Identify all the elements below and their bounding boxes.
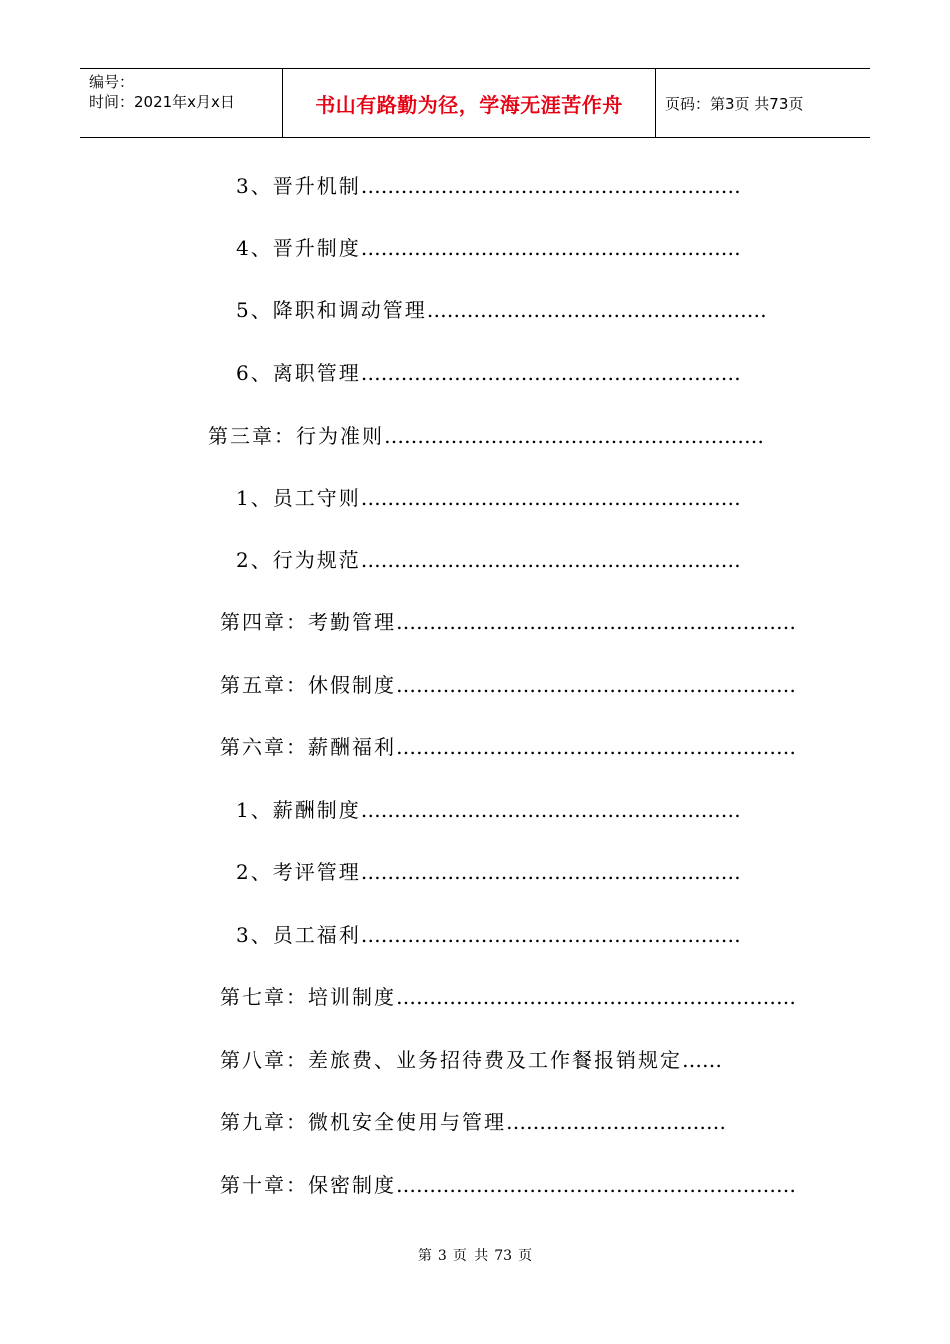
toc-leader-dots: ……………………………………………………	[396, 985, 796, 1009]
footer-total-pages: 73	[494, 1248, 513, 1264]
toc-entry	[236, 172, 741, 200]
toc-leader-dots: ……………………………………………………	[396, 673, 796, 697]
toc-leader-dots: …………………………………………………	[360, 174, 741, 198]
toc-entry	[236, 359, 741, 387]
toc-leader-dots: …………………………………………………	[360, 548, 741, 572]
toc-leader-dots: …………………………………………………	[384, 424, 764, 448]
toc-leader-dots: ……………………………………………………	[396, 735, 796, 759]
toc-entry-title: 3、晋升机制	[236, 174, 361, 198]
toc-leader-dots: ……………………………………………	[426, 298, 767, 322]
toc-entry	[236, 296, 767, 324]
toc-entry-title: 第七章：培训制度	[220, 985, 396, 1009]
toc-entry-title: 第十章：保密制度	[220, 1173, 396, 1197]
toc-entry-title: 第八章：差旅费、业务招待费及工作餐报销规定	[220, 1048, 682, 1072]
toc-entry-title: 第五章：休假制度	[220, 673, 396, 697]
toc-leader-dots: ……	[682, 1048, 722, 1072]
header-page-info: 页码：第3页 共73页	[665, 94, 804, 113]
toc-entry	[220, 983, 796, 1011]
toc-entry	[236, 234, 741, 262]
toc-entry	[208, 422, 764, 450]
toc-leader-dots: …………………………………………………	[360, 361, 741, 385]
toc-entry	[220, 1108, 726, 1136]
toc-leader-dots: ……………………………………………………	[396, 610, 796, 634]
toc-leader-dots: …………………………………………………	[360, 860, 741, 884]
toc-entry-title: 第三章：行为准则	[208, 424, 384, 448]
toc-leader-dots: …………………………………………………	[360, 923, 741, 947]
toc-entry	[236, 921, 741, 949]
toc-entry	[220, 733, 796, 761]
toc-leader-dots: ……………………………	[506, 1110, 726, 1134]
header-motto: 书山有路勤为径，学海无涯苦作舟	[315, 92, 623, 117]
toc-entry-title: 6、离职管理	[236, 361, 361, 385]
toc-entry	[220, 1171, 796, 1199]
toc-entry-title: 第九章：微机安全使用与管理	[220, 1110, 506, 1134]
toc-leader-dots: …………………………………………………	[360, 798, 741, 822]
toc-entry-title: 5、降职和调动管理	[236, 298, 427, 322]
document-date: 时间：2021年x月x日	[89, 93, 235, 111]
toc-entry	[236, 858, 741, 886]
footer-page-number: 3	[437, 1248, 447, 1264]
footer-prefix: 第	[417, 1248, 432, 1264]
toc-entry-title: 3、员工福利	[236, 923, 361, 947]
toc-entry-title: 第六章：薪酬福利	[220, 735, 396, 759]
toc-leader-dots: ……………………………………………………	[396, 1173, 796, 1197]
toc-entry	[220, 671, 796, 699]
toc-entry-title: 1、薪酬制度	[236, 798, 361, 822]
toc-entry	[236, 484, 741, 512]
toc-entry	[220, 608, 796, 636]
toc-leader-dots: …………………………………………………	[360, 236, 741, 260]
toc-entry-title: 4、晋升制度	[236, 236, 361, 260]
toc-entry-title: 1、员工守则	[236, 486, 361, 510]
toc-leader-dots: …………………………………………………	[360, 486, 741, 510]
footer-suffix: 页	[518, 1248, 533, 1264]
document-number-label: 编号：	[89, 73, 135, 91]
toc-entry	[236, 546, 741, 574]
toc-entry	[236, 796, 741, 824]
page-footer	[0, 1245, 950, 1265]
toc-entry-title: 2、行为规范	[236, 548, 361, 572]
footer-mid: 页 共	[452, 1248, 489, 1264]
toc-entry	[220, 1046, 722, 1074]
toc-entry-title: 2、考评管理	[236, 860, 361, 884]
toc-entry-title: 第四章：考勤管理	[220, 610, 396, 634]
